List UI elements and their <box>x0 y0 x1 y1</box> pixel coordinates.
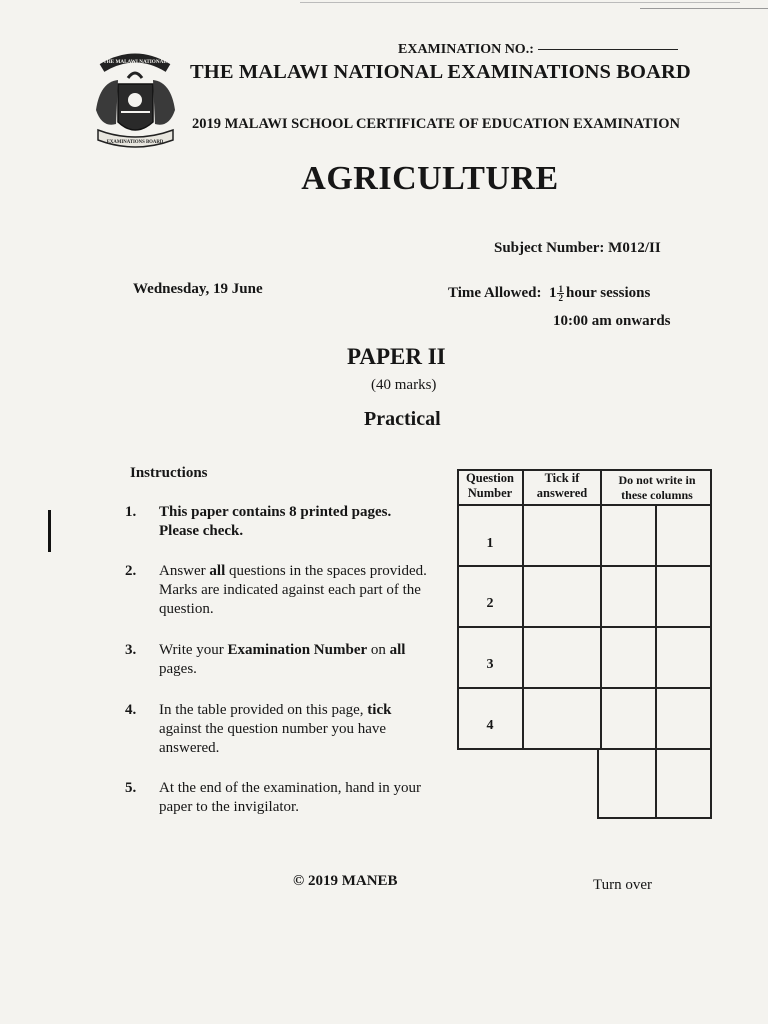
margin-mark <box>48 510 51 552</box>
crest-banner-top-text: THE MALAWI NATIONAL <box>103 59 167 65</box>
instruction-item <box>125 701 430 758</box>
instruction-emphasis: all <box>209 563 226 579</box>
instructions-heading: Instructions <box>130 465 208 481</box>
examination-number-field <box>398 42 678 58</box>
subject-number: Subject Number: M012/II <box>494 240 661 256</box>
instruction-text: against the question number you have answered. <box>159 721 387 756</box>
scan-edge-line <box>300 2 740 3</box>
time-allowed-fraction <box>557 285 564 302</box>
paper-type: Practical <box>364 408 441 430</box>
header-tick-if-answered: Tick if answered <box>536 471 588 500</box>
question-number-cell: 2 <box>486 596 494 611</box>
exam-date: Wednesday, 19 June <box>133 281 263 297</box>
question-number-cell: 4 <box>486 718 494 733</box>
instruction-number: 1. <box>125 504 137 520</box>
header-examiner-only: Do not write in these columns <box>618 473 696 502</box>
turn-over-note: Turn over <box>593 877 653 893</box>
question-number-cell: 3 <box>486 657 494 672</box>
examination-number-blank <box>538 49 678 50</box>
instruction-number: 4. <box>125 702 137 718</box>
examination-number-label: EXAMINATION NO.: <box>398 42 534 57</box>
instruction-text: Answer <box>159 563 210 579</box>
crest-banner-bottom-text: EXAMINATIONS BOARD <box>106 140 164 145</box>
start-time: 10:00 am onwards <box>553 313 671 329</box>
instruction-text: on <box>367 642 390 658</box>
instruction-text: At the end of the examination, hand in your paper to the invigilator. <box>159 780 422 815</box>
time-allowed-whole: 1 <box>548 285 557 301</box>
instruction-text: questions in the spaces provided. Marks are indicated against each part of the question. <box>159 563 427 617</box>
time-allowed-unit: hour sessions <box>565 285 651 301</box>
board-name: THE MALAWI NATIONAL EXAMINATIONS BOARD <box>190 61 691 83</box>
maneb-crest-logo <box>88 50 183 160</box>
instruction-text: This paper contains 8 printed pages. Please check. <box>159 504 392 539</box>
paper-marks: (40 marks) <box>371 377 437 393</box>
instruction-text: Write your <box>159 642 228 658</box>
instruction-item <box>125 503 430 541</box>
instruction-number: 2. <box>125 563 137 579</box>
fraction-denominator: 2 <box>558 293 563 304</box>
subject-title: AGRICULTURE <box>301 160 559 197</box>
instruction-emphasis: Examination Number <box>227 642 368 658</box>
header-question-number: Question Number <box>466 471 514 500</box>
time-allowed-label: Time Allowed: <box>448 285 542 301</box>
question-number-cell: 1 <box>486 536 494 551</box>
paper-title: PAPER II <box>347 344 446 369</box>
scan-edge-line <box>640 8 768 9</box>
fraction-numerator: 1 <box>558 284 563 295</box>
instruction-text: pages. <box>159 661 197 677</box>
time-allowed <box>448 285 650 302</box>
instruction-number: 5. <box>125 780 137 796</box>
instruction-emphasis: all <box>389 642 406 658</box>
instruction-item <box>125 641 430 679</box>
instruction-emphasis: tick <box>367 702 392 718</box>
instruction-number: 3. <box>125 642 137 658</box>
instruction-item <box>125 562 430 619</box>
copyright-notice: © 2019 MANEB <box>293 873 398 889</box>
exam-title: 2019 MALAWI SCHOOL CERTIFICATE OF EDUCATION EXAMINATION <box>192 116 680 132</box>
instruction-item <box>125 779 430 817</box>
instruction-text: In the table provided on this page, <box>159 702 368 718</box>
